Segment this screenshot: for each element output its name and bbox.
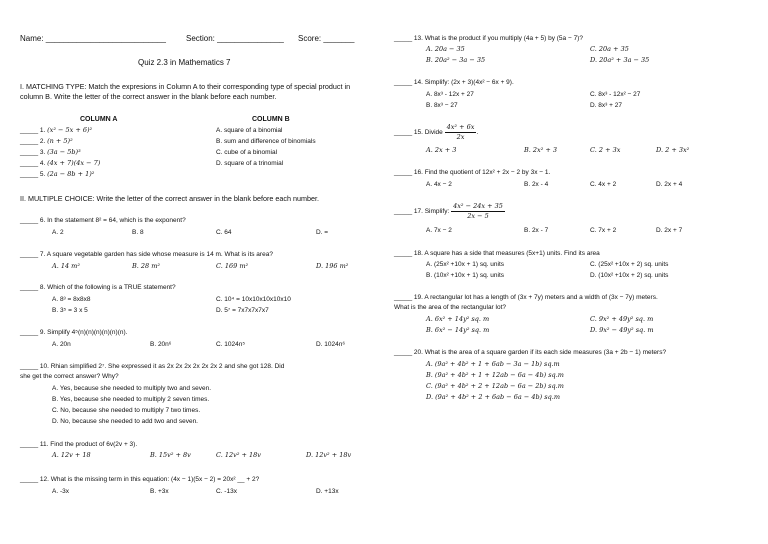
question-8: _____ 8. Which of the following is a TRUE statement? [20, 284, 176, 291]
q13-option-b: B. 20a² − 3a − 35 [426, 56, 486, 64]
q6-option-d: D. = [316, 229, 329, 236]
q7-option-b: B. 28 m² [132, 262, 161, 270]
question-20: _____ 20. What is the area of a square garden if its each side measures (3a + 2b − 1) meters? [394, 349, 667, 356]
q12-option-c: C. -13x [216, 488, 237, 495]
q10-option-b: B. Yes, because she needed to multiply 2 seven times. [52, 396, 210, 403]
q16-option-d: D. 2x + 4 [656, 181, 683, 188]
q17-option-a: A. 7x − 2 [426, 227, 452, 234]
q7-option-d: D. 196 m² [316, 262, 349, 270]
question-15: _____ 15. Divide $\frac{\text{4x² + 6x}}{2x}$ . [394, 123, 479, 141]
question-18: _____ 18. A square has a side that measures (5x+1) units. Find its area [394, 250, 600, 257]
matching-item-3: _____ 3. (3a − 5b)³ [20, 148, 81, 156]
q20-option-b: B. (9a² + 4b² + 1 + 12ab − 6a − 4b) sq.m [426, 371, 564, 379]
matching-item-4: _____ 4. (4x + 7)(4x − 7) [20, 159, 101, 167]
q10-option-a: A. Yes, because she needed to multiply two and seven. [52, 385, 211, 392]
matching-item-2: _____ 2. (n + 5)² [20, 137, 73, 145]
section-field-label: Section: _______________ [186, 34, 284, 43]
question-12: _____ 12. What is the missing term in this equation: (4x − 1)(5x − 2) = 20x² __ + 2? [20, 476, 260, 483]
column-b-header: COLUMN B [252, 116, 290, 123]
q16-option-b: B. 2x - 4 [524, 181, 549, 188]
q19-option-c: C. 9x² + 49y² sq. m [590, 315, 654, 323]
q17-option-b: B. 2x - 7 [524, 227, 549, 234]
name-field-label: Name: ___________________________ [20, 34, 166, 43]
q9-option-b: B. 20n⁶ [150, 341, 172, 348]
q19-option-d: D. 9x² − 49y² sq. m [590, 326, 654, 334]
q20-option-d: D. (9a² + 4b² + 2 + 6ab − 6a − 4b) sq.m [426, 393, 561, 401]
question-10-line-2: she get the correct answer? Why? [20, 373, 119, 380]
q8-option-a: A. 8³ = 8x8x8 [52, 296, 91, 303]
q8-option-d: D. 5⁷ = 7x7x7x7x7 [216, 307, 269, 314]
question-16: _____ 16. Find the quotient of 12x² + 2x − 2 by 3x − 1. [394, 169, 551, 176]
q18-option-a: A. (25x² +10x + 1) sq. units [426, 261, 505, 268]
question-11: _____ 11. Find the product of 6v(2v + 3). [20, 441, 138, 448]
q19-option-b: B. 6x² − 14y² sq. m [426, 326, 490, 334]
q18-option-d: D. (10x² +10x + 2) sq. units [590, 272, 669, 279]
q6-option-c: C. 64 [216, 229, 232, 236]
q16-option-a: A. 4x − 2 [426, 181, 452, 188]
matching-option-c: C. cube of a binomial [216, 149, 278, 156]
matching-option-d: D. square of a trinomial [216, 160, 284, 167]
q7-option-a: A. 14 m² [52, 262, 80, 270]
matching-option-a: A. square of a binomial [216, 127, 283, 134]
q9-option-a: A. 20n [52, 341, 71, 348]
q19-option-a: A. 6x² + 14y² sq. m [426, 315, 490, 323]
question-19-line-2: What is the area of the rectangular lot? [394, 304, 507, 311]
q14-option-c: C. 8x³ - 12x² − 27 [590, 91, 641, 98]
q15-option-c: C. 2 + 3x [590, 146, 621, 154]
question-10-line-1: _____ 10. Rhian simplified 2⁷. She expressed it as 2x 2x 2x 2x 2x 2x 2 and she got 128. Did [20, 363, 285, 370]
q12-option-d: D. +13x [316, 488, 339, 495]
score-field-label: Score: _______ [298, 34, 355, 43]
q13-option-d: D. 20a² + 3a − 35 [590, 56, 650, 64]
matching-instructions: I. MATCHING TYPE: Match the expresions in Column A to their corresponding type of special product in column B. Write the letter of the correct answer in the blank before each number. [20, 82, 351, 101]
q9-option-c: C. 1024n⁵ [216, 341, 246, 348]
q11-option-a: A. 12v + 18 [52, 451, 91, 459]
q12-option-a: A. -3x [52, 488, 69, 495]
q17-option-c: C. 7x + 2 [590, 227, 617, 234]
q14-option-a: A. 8x³ - 12x + 27 [426, 91, 474, 98]
q20-option-c: C. (9a² + 4b² + 2 + 12ab − 6a − 2b) sq.m [426, 382, 564, 390]
q18-option-c: C. (25x² +10x + 2) sq. units [590, 261, 669, 268]
q20-option-a: A. (9a² + 4b² + 1 + 6ab − 3a − 1b) sq.m [426, 360, 560, 368]
matching-item-5: _____ 5. (2a − 8b + 1)² [20, 170, 95, 178]
q11-option-c: C. 12v² + 18v [216, 451, 261, 459]
q8-option-b: B. 3⁵ = 3 x 5 [52, 307, 88, 314]
q9-option-d: D. 1024n⁶ [316, 341, 346, 348]
question-9: _____ 9. Simplify 4⁵(n)(n)(n)(n)(n)(n). [20, 329, 128, 336]
q17-option-d: D. 2x + 7 [656, 227, 683, 234]
q6-option-a: A. 2 [52, 229, 64, 236]
q10-option-d: D. No, because she needed to add two and seven. [52, 418, 198, 425]
q15-option-d: D. 2 + 3x² [656, 146, 690, 154]
q17-fraction: $\frac{\text{4x² − 24x + 35}}{2x - 5}$ [453, 202, 503, 220]
question-6: _____ 6. In the statement 8² = 64, which is the exponent? [20, 217, 186, 224]
question-17: _____ 17. Simplify: $\frac{\text{4x² − 24x + 35}}{2x - 5}$ [394, 202, 503, 220]
question-13: _____ 13. What is the product if you multiply (4a + 5) by (5a − 7)? [394, 35, 583, 42]
column-a-header: COLUMN A [80, 116, 118, 123]
q15-fraction: $\frac{\text{4x² + 6x}}{2x}$ [446, 123, 475, 141]
q15-option-a: A. 2x + 3 [426, 146, 457, 154]
q6-option-b: B. 8 [132, 229, 144, 236]
matching-option-b: B. sum and difference of binomials [216, 138, 316, 145]
matching-item-1: _____ 1. (x² − 5x + 6)² [20, 126, 93, 134]
q18-option-b: B. (10x² +10x + 1) sq. units [426, 272, 505, 279]
q16-option-c: C. 4x + 2 [590, 181, 617, 188]
q11-option-b: B. 15v² + 8v [150, 451, 191, 459]
mc-instructions: II. MULTIPLE CHOICE: Write the letter of the correct answer in the blank before each number. [20, 194, 319, 203]
q15-option-b: B. 2x² + 3 [524, 146, 558, 154]
question-14: _____ 14. Simplify: (2x + 3)(4x² − 6x + 9). [394, 79, 514, 86]
question-7: _____ 7. A square vegetable garden has side whose measure is 14 m. What is its area? [20, 251, 273, 258]
q11-option-d: D. 12v² + 18v [306, 451, 352, 459]
q13-option-a: A. 20a − 35 [426, 45, 465, 53]
quiz-title: Quiz 2.3 in Mathematics 7 [138, 58, 231, 67]
q8-option-c: C. 10⁴ = 10x10x10x10x10 [216, 296, 291, 303]
q10-option-c: C. No, because she needed to multiply 7 two times. [52, 407, 201, 414]
q14-option-d: D. 8x³ + 27 [590, 102, 622, 109]
question-19-line-1: _____ 19. A rectangular lot has a length of (3x + 7y) meters and a width of (3x − 7y) meters. [394, 294, 658, 301]
q13-option-c: C. 20a + 35 [590, 45, 629, 53]
q14-option-b: B. 8x³ − 27 [426, 102, 458, 109]
q7-option-c: C. 169 m² [216, 262, 249, 270]
q12-option-b: B. +3x [150, 488, 169, 495]
